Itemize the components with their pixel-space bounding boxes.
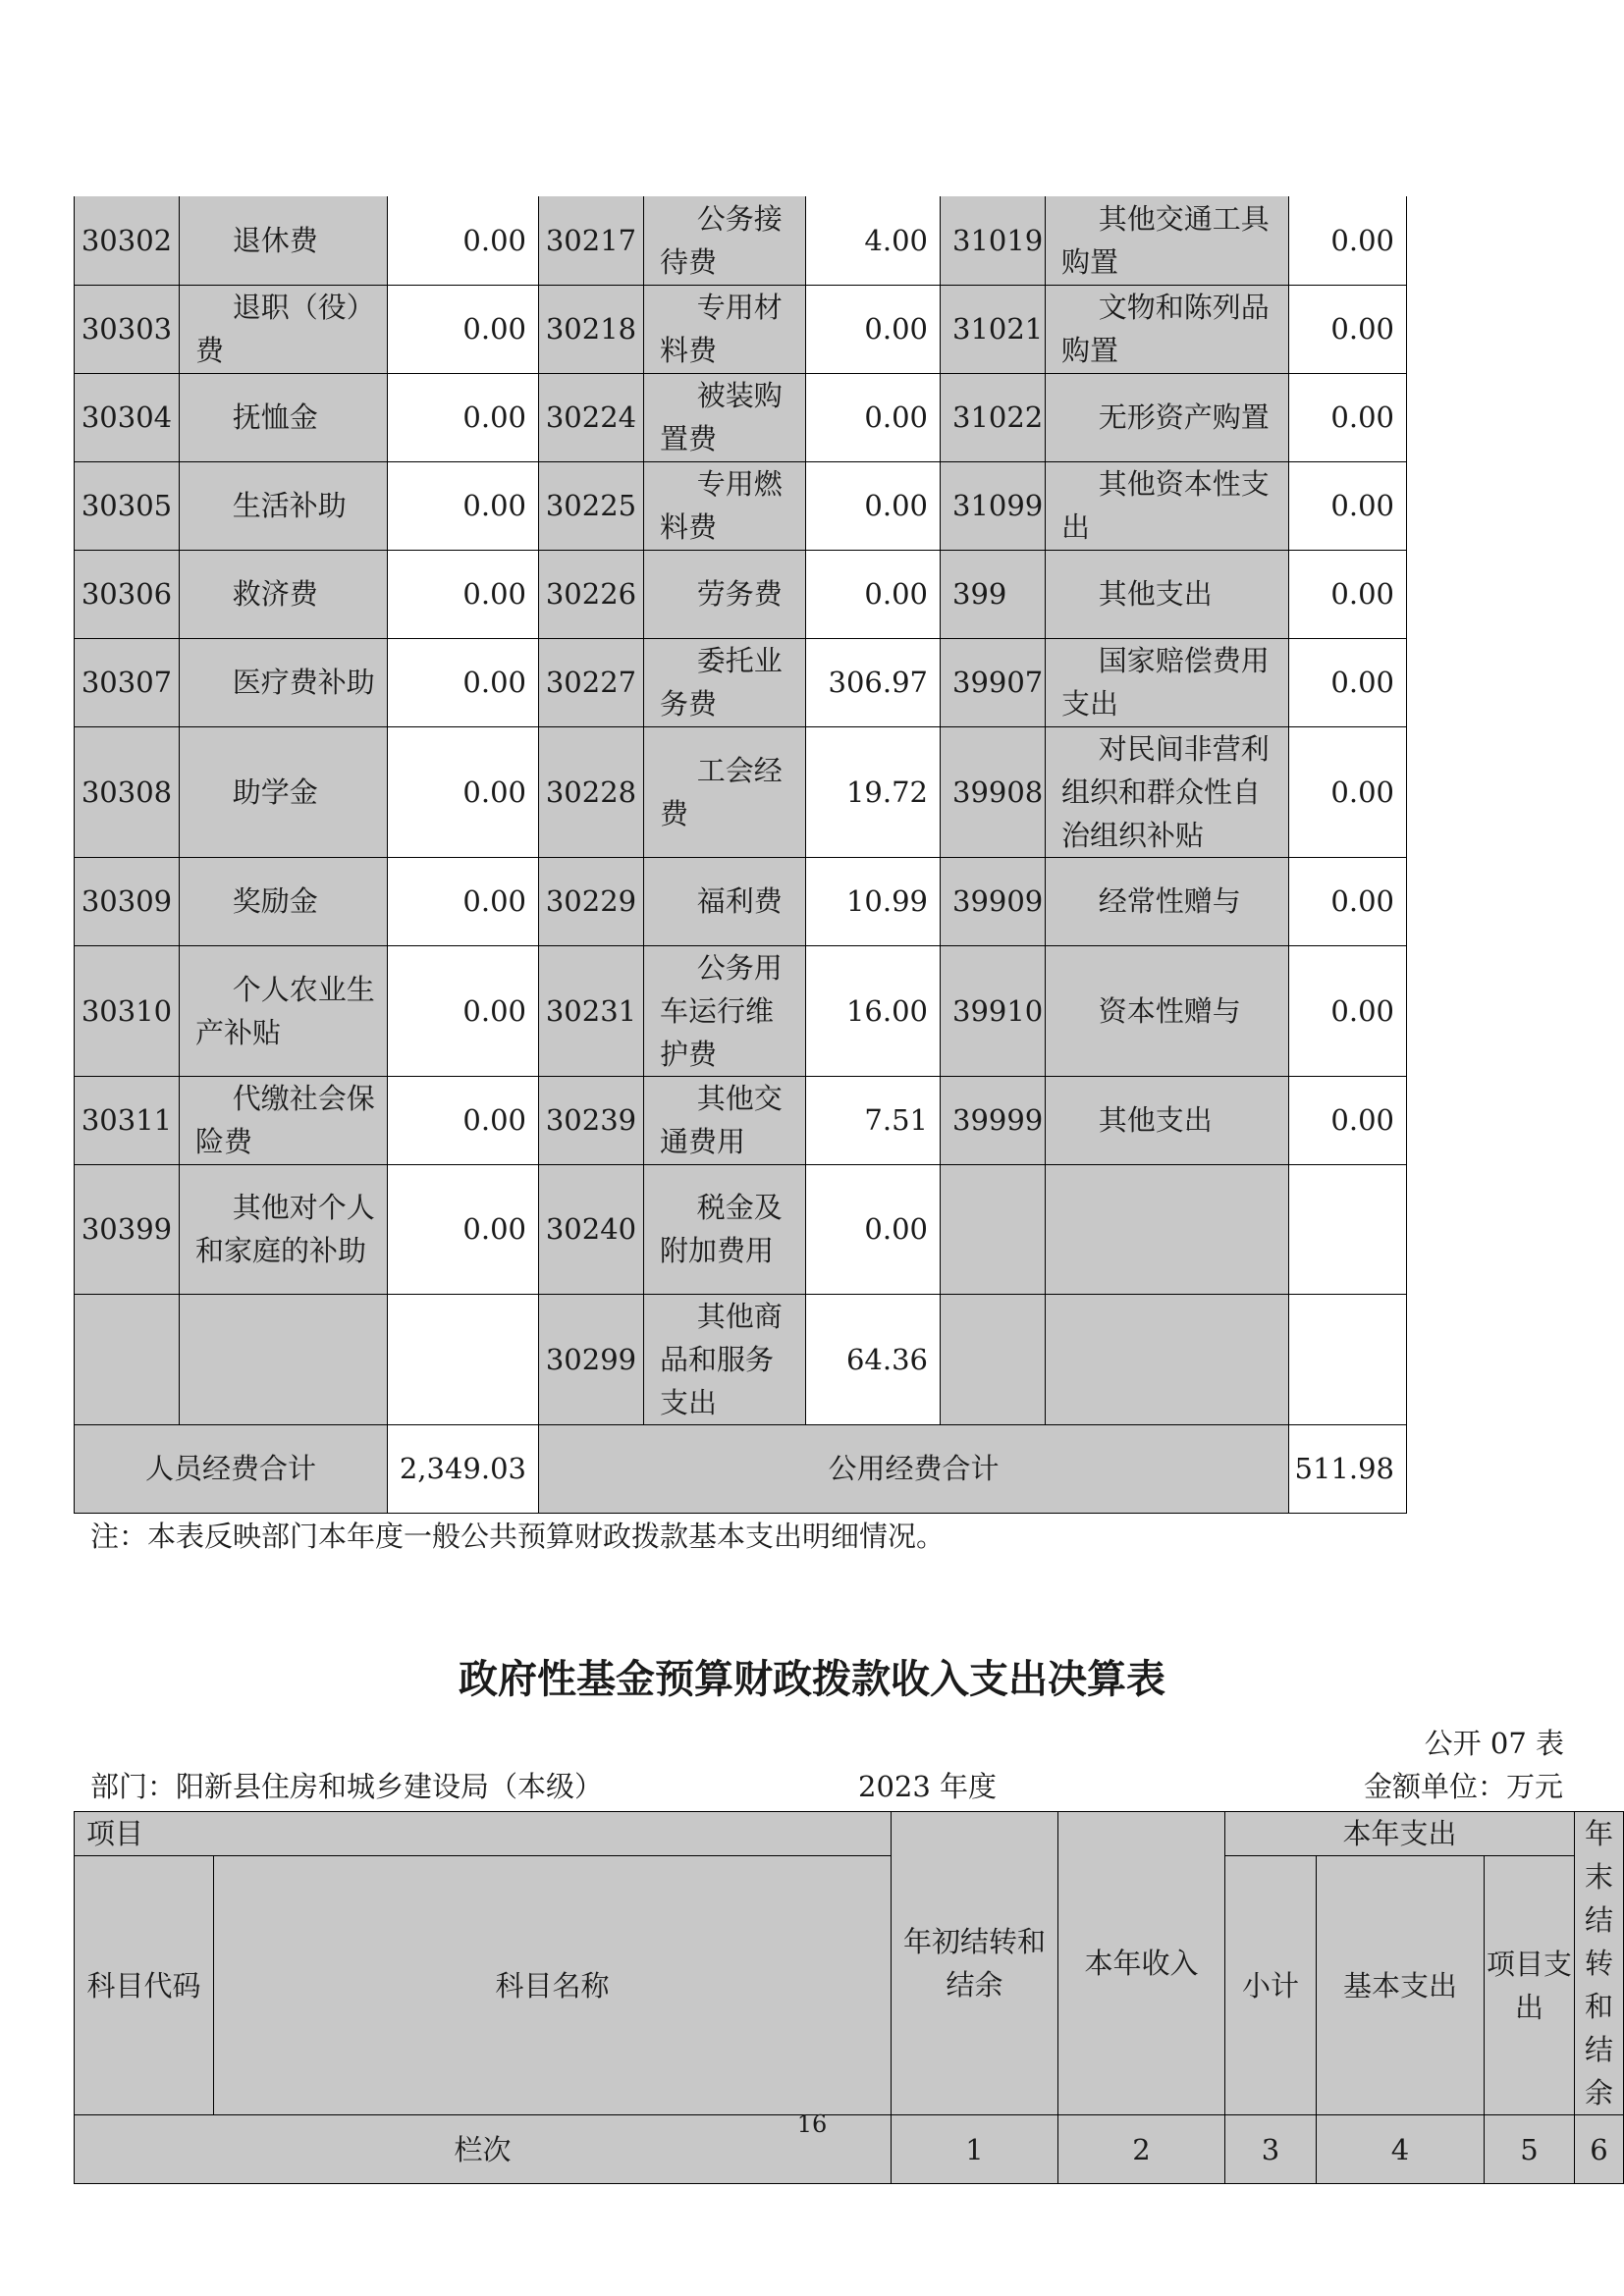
item-code: 399 [941, 550, 1046, 638]
item-code: 39999 [941, 1076, 1046, 1164]
item-code [75, 1294, 180, 1424]
item-amount [388, 1294, 539, 1424]
item-amount: 10.99 [806, 857, 941, 945]
unit-label: 金额单位：万元 [1363, 1770, 1563, 1803]
item-amount: 0.00 [388, 638, 539, 726]
column-label: 栏次 [75, 2115, 892, 2184]
table-row [75, 196, 1407, 285]
table-row [75, 726, 1407, 857]
item-code: 30306 [75, 550, 180, 638]
item-name: 个人农业生产补贴 [180, 945, 388, 1076]
item-name: 税金及附加费用 [644, 1164, 806, 1294]
item-amount [1289, 1294, 1407, 1424]
item-amount: 0.00 [388, 857, 539, 945]
item-code: 30299 [539, 1294, 644, 1424]
item-code: 30229 [539, 857, 644, 945]
item-amount: 0.00 [388, 726, 539, 857]
item-name: 其他交通费用 [644, 1076, 806, 1164]
item-amount: 0.00 [806, 1164, 941, 1294]
item-amount: 0.00 [806, 461, 941, 550]
item-code: 39910 [941, 945, 1046, 1076]
basic-expense-detail-table [74, 196, 1407, 1514]
item-code: 30307 [75, 638, 180, 726]
table-code: 公开 07 表 [1424, 1727, 1564, 1760]
table-row [75, 1076, 1407, 1164]
item-code: 39908 [941, 726, 1046, 857]
table2-title: 政府性基金预算财政拨款收入支出决算表 [459, 1657, 1165, 1702]
item-name: 文物和陈列品购置 [1046, 285, 1289, 373]
item-name: 代缴社会保险费 [180, 1076, 388, 1164]
item-code: 30305 [75, 461, 180, 550]
table-meta [90, 1767, 1563, 1806]
table-row [75, 1164, 1407, 1294]
column-number: 5 [1485, 2115, 1575, 2184]
table-row [75, 373, 1407, 461]
item-name: 抚恤金 [180, 373, 388, 461]
item-code: 30228 [539, 726, 644, 857]
item-code: 30399 [75, 1164, 180, 1294]
item-amount: 0.00 [1289, 945, 1407, 1076]
header-subtotal: 小计 [1225, 1856, 1317, 2115]
item-amount: 0.00 [806, 373, 941, 461]
item-code: 31021 [941, 285, 1046, 373]
item-name: 专用燃料费 [644, 461, 806, 550]
item-code: 30226 [539, 550, 644, 638]
department-label: 部门：阳新县住房和城乡建设局（本级） [90, 1770, 604, 1803]
item-amount: 306.97 [806, 638, 941, 726]
item-name: 其他商品和服务支出 [644, 1294, 806, 1424]
item-name: 专用材料费 [644, 285, 806, 373]
item-name: 国家赔偿费用支出 [1046, 638, 1289, 726]
table-row [75, 857, 1407, 945]
header-income: 本年收入 [1058, 1812, 1225, 2115]
item-code: 30311 [75, 1076, 180, 1164]
item-code: 39907 [941, 638, 1046, 726]
header-basic-expense: 基本支出 [1317, 1856, 1485, 2115]
item-name: 助学金 [180, 726, 388, 857]
item-amount: 0.00 [806, 285, 941, 373]
column-number: 3 [1225, 2115, 1317, 2184]
item-amount: 0.00 [388, 285, 539, 373]
item-code: 30225 [539, 461, 644, 550]
totals-row [75, 1424, 1407, 1513]
item-name: 无形资产购置 [1046, 373, 1289, 461]
item-code: 30310 [75, 945, 180, 1076]
personnel-total-label: 人员经费合计 [75, 1424, 388, 1513]
item-amount [1289, 1164, 1407, 1294]
item-name [1046, 1294, 1289, 1424]
header-expense: 本年支出 [1225, 1812, 1575, 1856]
header-subject-code: 科目代码 [75, 1856, 214, 2115]
item-name: 福利费 [644, 857, 806, 945]
item-code: 30309 [75, 857, 180, 945]
item-name: 其他交通工具购置 [1046, 196, 1289, 285]
item-amount: 0.00 [1289, 285, 1407, 373]
table-row [75, 945, 1407, 1076]
item-amount: 0.00 [388, 1164, 539, 1294]
item-code: 31022 [941, 373, 1046, 461]
item-name: 奖励金 [180, 857, 388, 945]
item-code: 30217 [539, 196, 644, 285]
item-amount: 0.00 [388, 945, 539, 1076]
item-amount: 0.00 [1289, 857, 1407, 945]
item-name: 工会经费 [644, 726, 806, 857]
public-total-label: 公用经费合计 [539, 1424, 1289, 1513]
item-amount: 0.00 [1289, 726, 1407, 857]
item-code: 30218 [539, 285, 644, 373]
item-code: 30308 [75, 726, 180, 857]
item-name: 其他对个人和家庭的补助 [180, 1164, 388, 1294]
header-project-expense: 项目支出 [1485, 1856, 1575, 2115]
item-amount: 0.00 [1289, 638, 1407, 726]
item-name: 其他支出 [1046, 550, 1289, 638]
item-amount: 0.00 [1289, 373, 1407, 461]
item-code: 30227 [539, 638, 644, 726]
table-row [75, 461, 1407, 550]
item-amount: 0.00 [388, 550, 539, 638]
item-amount: 0.00 [1289, 1076, 1407, 1164]
column-number: 4 [1317, 2115, 1485, 2184]
table-row [75, 1294, 1407, 1424]
item-amount: 0.00 [388, 373, 539, 461]
page-number: 16 [796, 2110, 828, 2138]
item-name: 其他资本性支出 [1046, 461, 1289, 550]
item-name: 救济费 [180, 550, 388, 638]
item-name: 公务用车运行维护费 [644, 945, 806, 1076]
item-amount: 0.00 [1289, 461, 1407, 550]
item-amount: 0.00 [388, 461, 539, 550]
item-name: 退休费 [180, 196, 388, 285]
item-code [941, 1294, 1046, 1424]
personnel-total-value: 2,349.03 [388, 1424, 539, 1513]
item-code: 30302 [75, 196, 180, 285]
item-code: 39909 [941, 857, 1046, 945]
item-name: 生活补助 [180, 461, 388, 550]
year-label: 2023 年度 [858, 1770, 998, 1803]
item-code [941, 1164, 1046, 1294]
header-closing-balance: 年末结转和结余 [1575, 1812, 1624, 2115]
item-code: 30231 [539, 945, 644, 1076]
item-name [1046, 1164, 1289, 1294]
item-code: 30240 [539, 1164, 644, 1294]
item-amount: 16.00 [806, 945, 941, 1076]
item-amount: 0.00 [1289, 550, 1407, 638]
item-amount: 0.00 [388, 196, 539, 285]
item-amount: 0.00 [388, 1076, 539, 1164]
table-note: 注：本表反映部门本年度一般公共预算财政拨款基本支出明细情况。 [90, 1520, 946, 1553]
item-name: 劳务费 [644, 550, 806, 638]
header-opening-balance: 年初结转和结余 [892, 1812, 1058, 2115]
item-name: 退职（役）费 [180, 285, 388, 373]
header-project: 项目 [75, 1812, 892, 1856]
item-name: 被装购置费 [644, 373, 806, 461]
item-code: 30303 [75, 285, 180, 373]
item-amount: 64.36 [806, 1294, 941, 1424]
item-name: 经常性赠与 [1046, 857, 1289, 945]
item-amount: 7.51 [806, 1076, 941, 1164]
column-number: 2 [1058, 2115, 1225, 2184]
item-code: 30304 [75, 373, 180, 461]
item-amount: 0.00 [806, 550, 941, 638]
item-code: 31019 [941, 196, 1046, 285]
item-code: 31099 [941, 461, 1046, 550]
table-row [75, 638, 1407, 726]
column-number: 1 [892, 2115, 1058, 2184]
item-code: 30224 [539, 373, 644, 461]
public-total-value: 511.98 [1289, 1424, 1407, 1513]
item-amount: 19.72 [806, 726, 941, 857]
table-row [75, 285, 1407, 373]
item-code: 30239 [539, 1076, 644, 1164]
table-row [75, 550, 1407, 638]
item-name: 其他支出 [1046, 1076, 1289, 1164]
item-amount: 0.00 [1289, 196, 1407, 285]
item-name: 资本性赠与 [1046, 945, 1289, 1076]
item-amount: 4.00 [806, 196, 941, 285]
item-name: 委托业务费 [644, 638, 806, 726]
item-name [180, 1294, 388, 1424]
item-name: 公务接待费 [644, 196, 806, 285]
item-name: 对民间非营利组织和群众性自治组织补贴 [1046, 726, 1289, 857]
column-number: 6 [1575, 2115, 1624, 2184]
item-name: 医疗费补助 [180, 638, 388, 726]
header-subject-name: 科目名称 [214, 1856, 892, 2115]
